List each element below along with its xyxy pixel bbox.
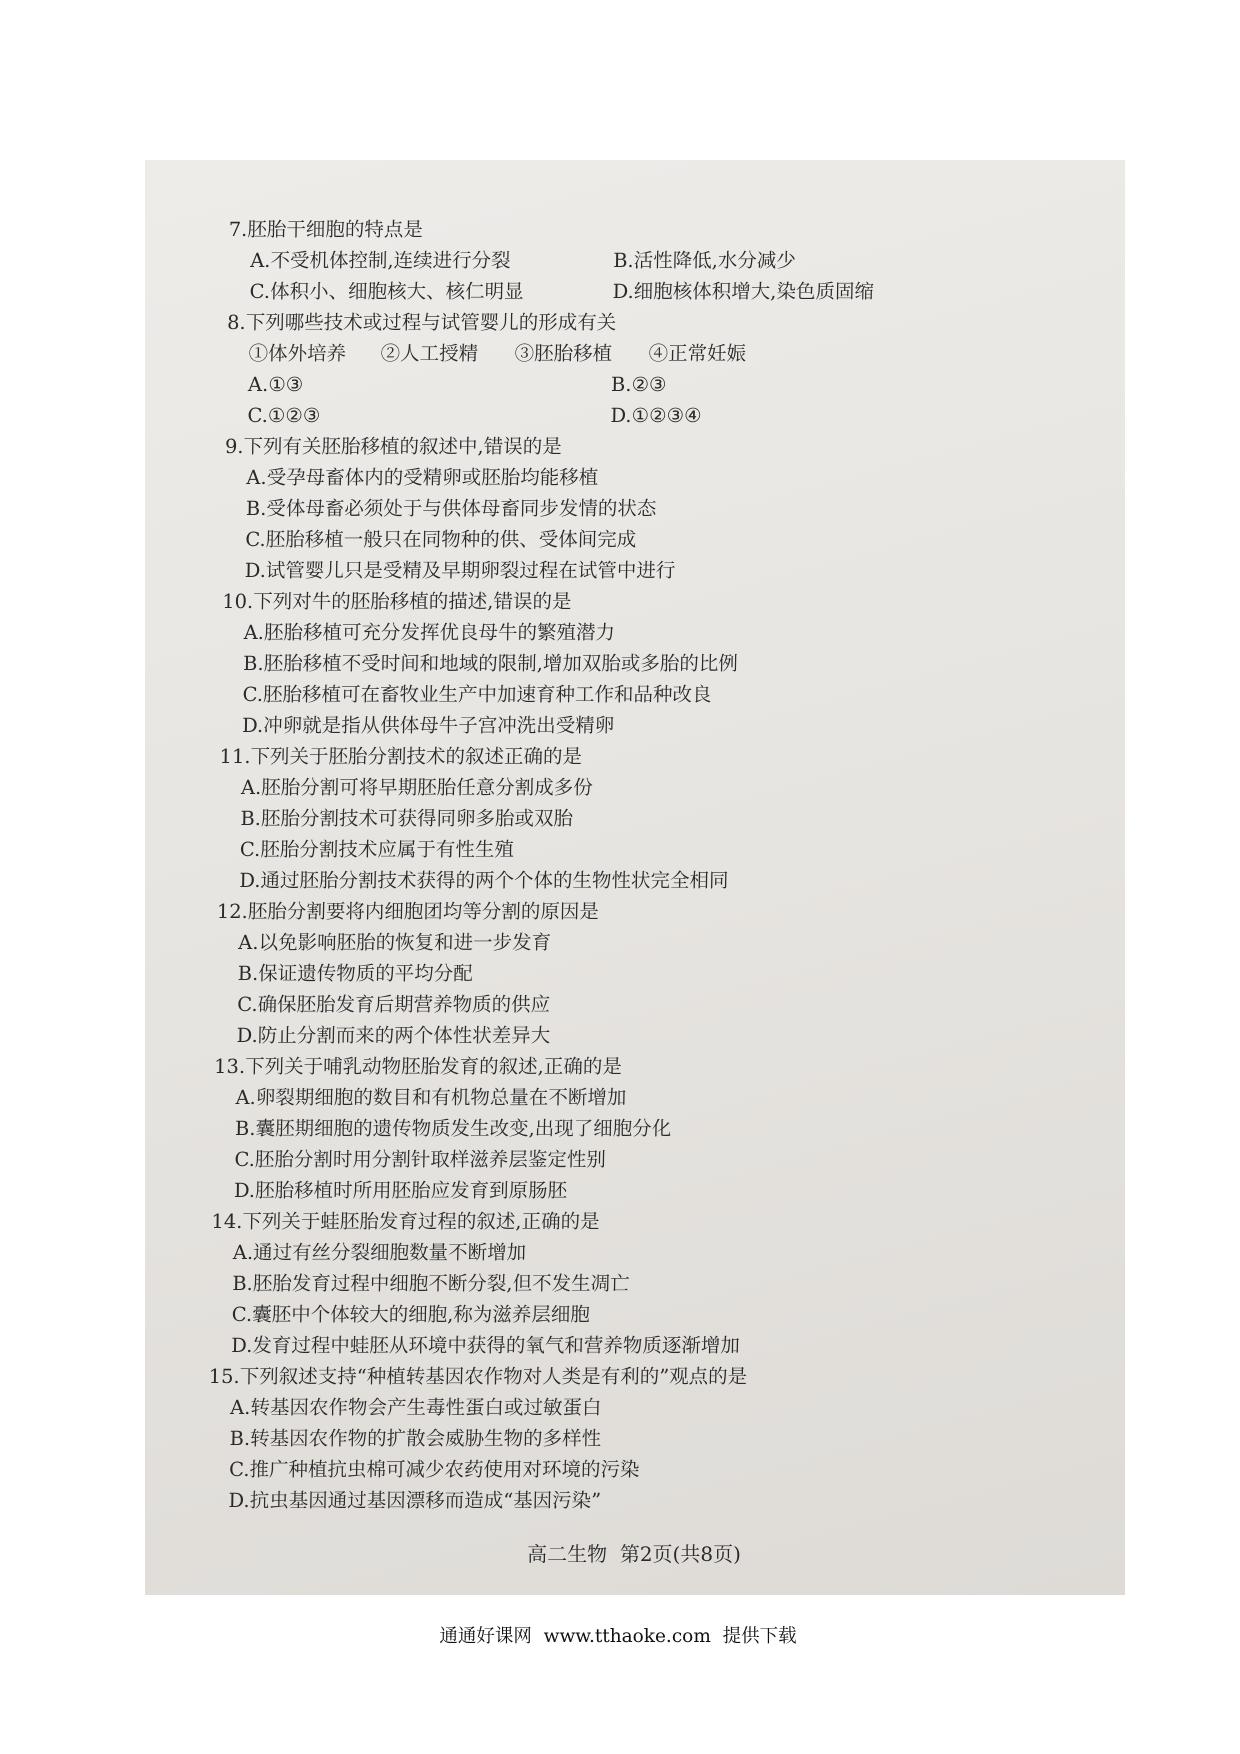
answer-option: A.转基因农作物会产生毒性蛋白或过敏蛋白 [229, 1396, 602, 1419]
answer-option: C.体积小、细胞核大、核仁明显 [249, 280, 524, 303]
question-stem: 11.下列关于胚胎分割技术的叙述正确的是 [219, 745, 583, 768]
answer-option: A.①③ [247, 373, 304, 396]
question-list [206, 214, 989, 1516]
answer-option: D.发育过程中蛙胚从环境中获得的氧气和营养物质逐渐增加 [231, 1334, 741, 1357]
answer-option: C.胚胎移植一般只在同物种的供、受体间完成 [245, 528, 637, 551]
item-row [226, 338, 987, 369]
question-item: ②人工授精 [380, 342, 479, 365]
answer-option: A.通过有丝分裂细胞数量不断增加 [232, 1241, 527, 1264]
answer-option: D.试管婴儿只是受精及早期卵裂过程在试管中进行 [244, 559, 676, 582]
question-item: ①体外培养 [248, 342, 347, 365]
question-stem: 7.胚胎干细胞的特点是 [228, 218, 424, 241]
answer-option: A.不受机体控制,连续进行分裂 [249, 249, 511, 272]
answer-option: A.胚胎移植可充分发挥优良母牛的繁殖潜力 [243, 621, 616, 644]
answer-option: A.受孕母畜体内的受精卵或胚胎均能移植 [246, 466, 599, 489]
question-item: ④正常妊娠 [648, 342, 747, 365]
answer-option: D.①②③④ [610, 404, 702, 427]
option-row [227, 276, 988, 307]
answer-option: B.保证遗传物质的平均分配 [237, 962, 473, 985]
answer-option: A.卵裂期细胞的数目和有机物总量在不断增加 [235, 1086, 627, 1109]
answer-option: B.胚胎移植不受时间和地域的限制,增加双胎或多胎的比例 [242, 652, 739, 675]
download-source-note: 通通好课网 www.tthaoke.com 提供下载 [439, 1626, 797, 1647]
page-footer-label: 高二生物 第2页(共8页) [527, 1542, 741, 1566]
answer-option: D.胚胎移植时所用胚胎应发育到原肠胚 [233, 1179, 568, 1202]
answer-option: A.胚胎分割可将早期胚胎任意分割成多份 [240, 776, 593, 799]
question-stem: 13.下列关于哺乳动物胚胎发育的叙述,正确的是 [213, 1055, 623, 1078]
answer-option: D.细胞核体积增大,染色质固缩 [612, 280, 875, 303]
answer-option: B.活性降低,水分减少 [612, 249, 797, 272]
answer-option: D.通过胚胎分割技术获得的两个个体的生物性状完全相同 [239, 869, 729, 892]
answer-option: C.胚胎移植可在畜牧业生产中加速育种工作和品种改良 [242, 683, 712, 706]
answer-option: B.胚胎发育过程中细胞不断分裂,但不发生凋亡 [232, 1272, 630, 1295]
answer-option: C.胚胎分割技术应属于有性生殖 [239, 838, 515, 861]
answer-option: B.②③ [610, 373, 667, 396]
answer-option: D.防止分割而来的两个体性状差异大 [236, 1024, 551, 1047]
answer-option: A.以免影响胚胎的恢复和进一步发育 [238, 931, 552, 954]
answer-option: B.胚胎分割技术可获得同卵多胎或双胎 [240, 807, 574, 830]
answer-option: B.受体母畜必须处于与供体母畜同步发情的状态 [245, 497, 657, 520]
answer-option: C.确保胚胎发育后期营养物质的供应 [237, 993, 551, 1016]
question-stem: 8.下列哪些技术或过程与试管婴儿的形成有关 [226, 311, 617, 334]
question-stem: 9.下列有关胚胎移植的叙述中,错误的是 [224, 435, 562, 458]
answer-option: C.胚胎分割时用分割针取样滋养层鉴定性别 [234, 1148, 607, 1171]
question-stem: 14.下列关于蛙胚胎发育过程的叙述,正确的是 [211, 1210, 600, 1233]
answer-option: C.①②③ [247, 404, 321, 427]
question-stem: 10.下列对牛的胚胎移植的描述,错误的是 [222, 590, 572, 613]
answer-option: D.抗虫基因通过基因漂移而造成“基因污染” [228, 1489, 602, 1512]
question-stem: 12.胚胎分割要将内细胞团均等分割的原因是 [216, 900, 600, 923]
answer-option: B.转基因农作物的扩散会威胁生物的多样性 [229, 1427, 602, 1450]
option-row [228, 245, 989, 276]
option-row [226, 369, 987, 400]
answer-option: D.冲卵就是指从供体母牛子宫冲洗出受精卵 [241, 714, 615, 737]
answer-option: C.囊胚中个体较大的细胞,称为滋养层细胞 [231, 1303, 591, 1326]
question-item: ③胚胎移植 [514, 342, 613, 365]
option-row [225, 400, 986, 431]
answer-option: C.推广种植抗虫棉可减少农药使用对环境的污染 [228, 1458, 640, 1481]
question-stem: 15.下列叙述支持“种植转基因农作物对人类是有利的”观点的是 [208, 1365, 748, 1388]
answer-option: B.囊胚期细胞的遗传物质发生改变,出现了细胞分化 [234, 1117, 672, 1140]
